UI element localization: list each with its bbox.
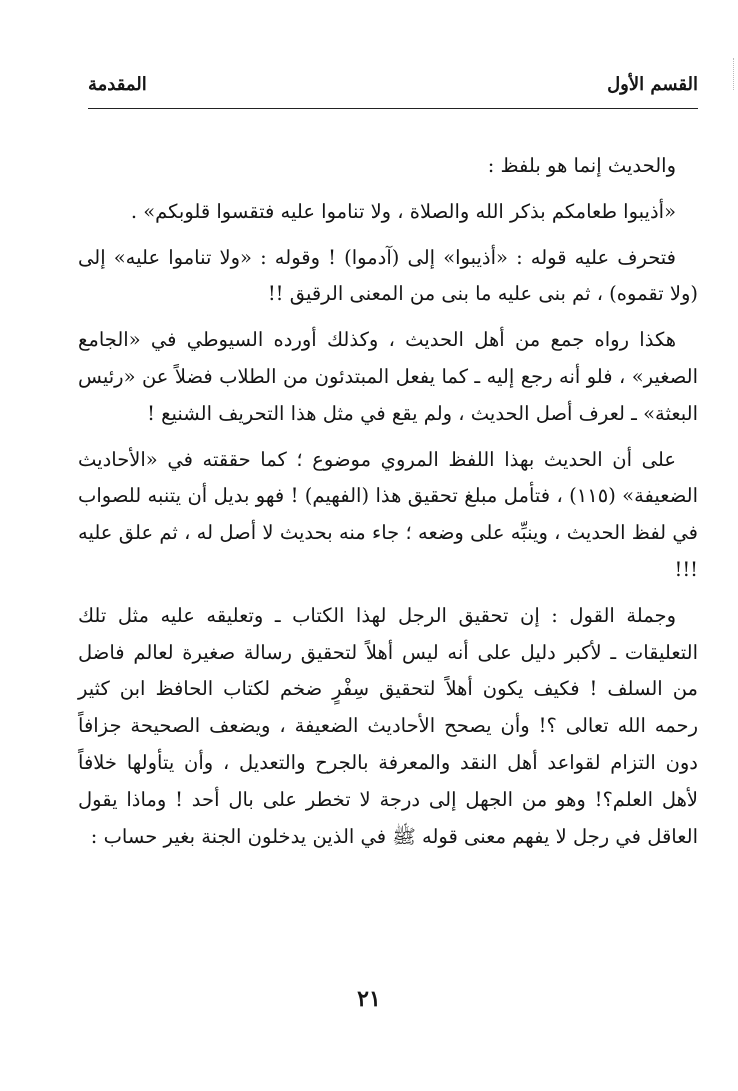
paragraph-distortion: فتحرف عليه قوله : «أذيبوا» إلى (آدموا) ! وقوله : «ولا تناموا عليه» إلى (ولا تقموه) ، ثم بنى عليه ما بنى من المعنى الرقيق !! [78, 245, 698, 306]
header-chapter-title: القسم الأول [607, 74, 698, 95]
paragraph-intro: والحديث إنما هو بلفظ : [487, 154, 676, 177]
page-number: ٢١ [357, 986, 381, 1012]
header-rule [88, 108, 698, 109]
page-edge-mark [731, 58, 734, 90]
paragraph-conclusion: وجملة القول : إن تحقيق الرجل لهذا الكتاب ـ وتعليقه عليه مثل تلك التعليقات ـ لأكبر دليل على أنه ليس أهلاً لتحقيق رسالة صغيرة لعالم فاضل من السلف ! فكيف يكون أهلاً لتحقيق سِفْرٍ ضخم لكتاب الحافظ ابن كثير رحمه الله تعالى ؟! وأن يصحح الأحاديث الضعيفة ، ويضعف الصحيحة جزافاً دون التزام لقواعد أهل النقد والمعرفة بالجرح والتعديل ، وأن يتأولها خلافاً لأهل العلم؟! وهو من الجهل إلى درجة لا تخطر على بال أحد ! وماذا يقول العاقل في رجل لا يفهم معنى قوله ﷺ في الذين يدخلون الجنة بغير حساب : [78, 603, 698, 848]
paragraph-fabricated: على أن الحديث بهذا اللفظ المروي موضوع ؛ كما حققته في «الأحاديث الضعيفة» (١١٥) ، فتأمل مبلغ تحقيق هذا (الفهيم) ! فهو بديل أن يتنبه للصواب في لفظ الحديث ، وينبِّه على وضعه ؛ جاء منه بحديث لا أصل له ، ثم علق عليه !!! [78, 447, 698, 581]
running-header [88, 74, 698, 106]
header-section-title: المقدمة [88, 74, 147, 95]
paragraph-sources: هكذا رواه جمع من أهل الحديث ، وكذلك أورده السيوطي في «الجامع الصغير» ، فلو أنه رجع إليه ـ كما يفعل المبتدئون من الطلاب فضلاً عن «رئيس البعثة» ـ لعرف أصل الحديث ، ولم يقع في مثل هذا التحريف الشنيع ! [78, 328, 698, 425]
paragraph-hadith-quote: «أذيبوا طعامكم بذكر الله والصلاة ، ولا تناموا عليه فتقسوا قلوبكم» . [130, 199, 676, 223]
page-body [78, 148, 698, 864]
